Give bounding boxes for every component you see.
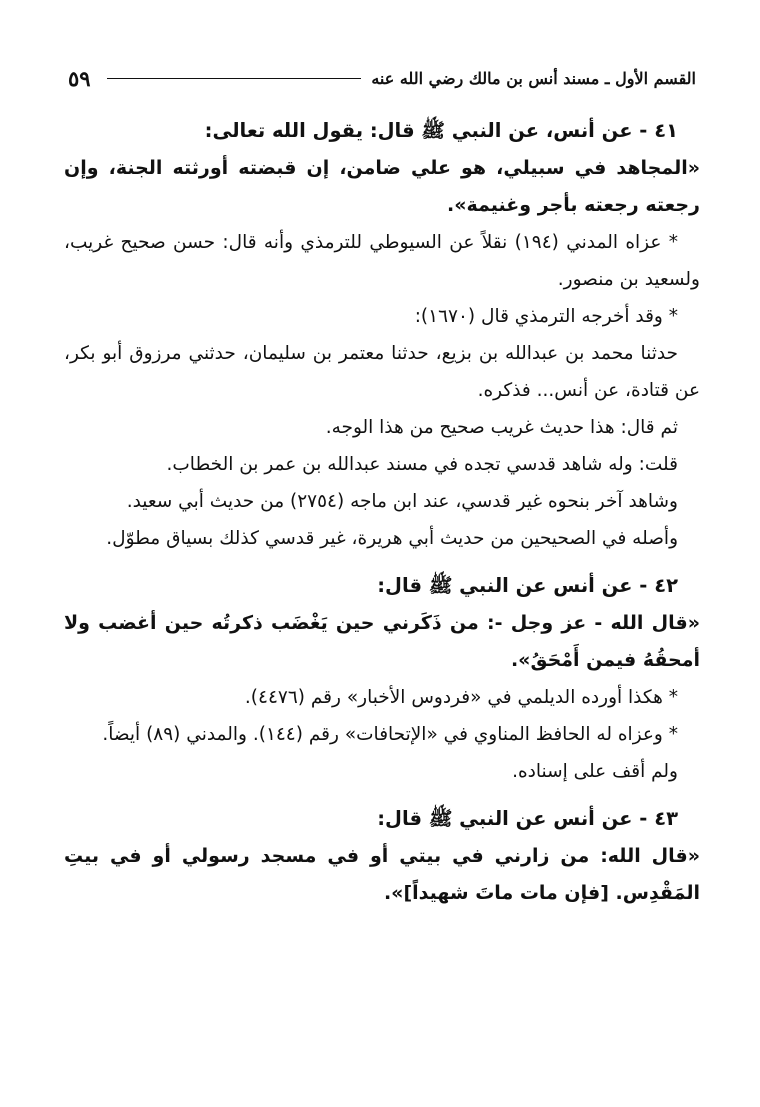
commentary-paragraph: قلت: وله شاهد قدسي تجده في مسند عبدالله بن عمر بن الخطاب. — [166, 454, 678, 475]
commentary-paragraph: وأصله في الصحيحين من حديث أبي هريرة، غير قدسي كذلك بسياق مطوّل. — [106, 528, 678, 549]
commentary-paragraph: * هكذا أورده الديلمي في «فردوس الأخبار» رقم (٤٤٧٦). — [244, 687, 678, 708]
hadith-heading: ٤١ - عن أنس، عن النبي ﷺ قال: يقول الله تعالى: — [204, 119, 678, 142]
hadith-text: «قال الله: من زارني في بيتي أو في مسجد رسولي أو في بيتِ المَقْدِس. [فإن مات ماتَ شهيداً]». — [64, 845, 700, 904]
page-header — [68, 62, 696, 94]
page-number: ٥٩ — [68, 65, 91, 91]
commentary-paragraph: وشاهد آخر بنحوه غير قدسي، عند ابن ماجه (٢٧٥٤) من حديث أبي سعيد. — [126, 491, 678, 512]
running-head: القسم الأول ـ مسند أنس بن مالك رضي الله عنه — [371, 68, 696, 88]
commentary-paragraph: * وقد أخرجه الترمذي قال (١٦٧٠): — [414, 306, 678, 327]
commentary-paragraph: ولم أقف على إسناده. — [512, 761, 678, 782]
hadith-text: «المجاهد في سبيلي، هو علي ضامن، إن قبضته أورثته الجنة، وإن رجعته رجعته بأجر وغنيمة». — [64, 157, 700, 216]
header-rule — [107, 78, 362, 79]
commentary-paragraph: * عزاه المدني (١٩٤) نقلاً عن السيوطي للترمذي وأنه قال: حسن صحيح غريب، ولسعيد بن منصور. — [64, 232, 700, 290]
commentary-paragraph: حدثنا محمد بن عبدالله بن بزيع، حدثنا معتمر بن سليمان، حدثني مرزوق أبو بكر، عن قتادة، عن أنس... فذكره. — [64, 343, 700, 401]
hadith-text: «قال الله - عز وجل -: من ذَكَرني حين يَغْضَب ذكرتُه حين أغضب ولا أمحقُهُ فيمن أَمْحَقُ». — [64, 612, 700, 671]
page-body — [64, 112, 700, 912]
hadith-heading: ٤٣ - عن أنس عن النبي ﷺ قال: — [377, 807, 678, 830]
commentary-paragraph: * وعزاه له الحافظ المناوي في «الإتحافات» رقم (١٤٤). والمدني (٨٩) أيضاً. — [102, 724, 678, 745]
hadith-heading: ٤٢ - عن أنس عن النبي ﷺ قال: — [377, 574, 678, 597]
commentary-paragraph: ثم قال: هذا حديث غريب صحيح من هذا الوجه. — [325, 417, 678, 438]
